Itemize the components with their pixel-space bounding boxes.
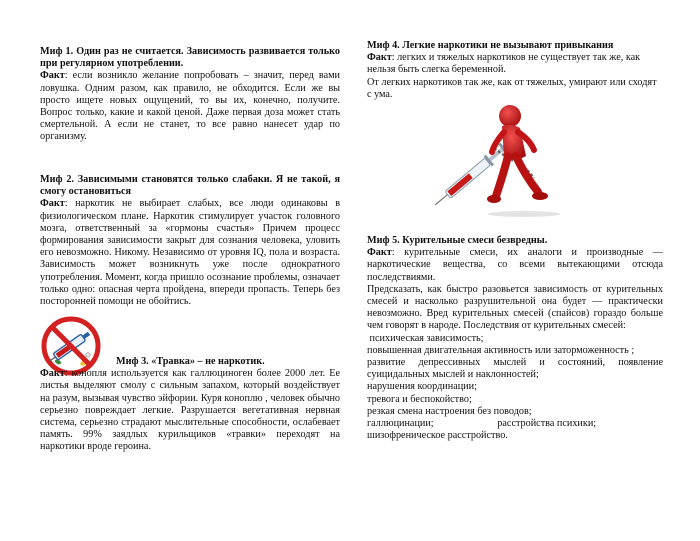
fact-label: Факт (367, 52, 392, 64)
myth-4-fact-text: : легких и тяжелых наркотиков не существует так же, как нельзя быть слегка беременной. (367, 52, 641, 76)
myth-2-fact-text: : наркотик не выбирает слабых, все люди одинаковы в физиологическом плане. Наркотик стимулирует участок головного мозга, ответственный за «гормоны счастья» Причем процесс формирования зависимости закрыт для сознания человека, уловить его невозможно. Никому. Независимо от уровня IQ, пола и возраста. Зависимость может возникнуть уже после однократного употребления. Момент, когда пришло осознание проблемы, означает только одно: опасная черта пройдена, впереди пропасть. Теперь без посторонней помощи не обойтись. (40, 198, 340, 308)
myth-2 (40, 174, 340, 308)
list-item: галлюцинации; расстройства психики; (367, 418, 597, 430)
myth-4-title: Миф 4. Легкие наркотики не вызывают привыкания (367, 40, 614, 51)
myth-1-fact-text: : если возникло желание попробовать – значит, перед вами ловушка. Одним разом, как правило, не обходится. Если же вы просто ищете новых ощущений, то вы их, конечно, получите. Вопрос только, какие и какой ценой. Даже первая доза может стать смертельной. А если не станет, то все равно нанесет удар по организму. (40, 70, 340, 143)
myth-5-fact (367, 247, 663, 284)
fact-label: Факт (367, 247, 392, 259)
myth-3-title: Миф 3. «Травка» – не наркотик. (116, 356, 265, 367)
myth-2-fact (40, 198, 340, 308)
myth-5 (367, 235, 663, 442)
myth-4-fact (367, 52, 663, 76)
myth-5-title: Миф 5. Курительные смеси безвредны. (367, 235, 548, 246)
myth-3 (40, 356, 340, 454)
myth-1-title: Миф 1. Один раз не считается. Зависимость развивается только при регулярном употреблении. (40, 46, 340, 70)
myth-5-fact-text: : курительные смеси, их аналоги и производные — наркотические вещества, со всеми вытекающими отсюда последствиями. (367, 247, 663, 283)
myth-3-fact-text: : конопля используется как галлюциноген более 2000 лет. Ее листья выделяют смолу с сильным запахом, который воздействует на разум, вызывая чувство эйфории. Куря коноплю , человек обычно серьезно повреждает легкие. Разрушается вегетативная нервная система, серьезно страдают мыслительные способности, ослабевает память. 99% заядлых курильщиков «травки» переходят на наркотики вроде героина. (40, 368, 340, 453)
consequences-list (367, 333, 663, 443)
myth-1-fact (40, 70, 340, 143)
list-item: нарушения координации; (367, 381, 477, 393)
myth-1 (40, 46, 340, 144)
fact-label: Факт (40, 368, 65, 380)
myth-3-fact (40, 368, 340, 453)
myth-5-paragraph: Предсказать, как быстро разовьется зависимость от курительных смесей и насколько разрушительной она будет — практически невозможно. Вред курительных смесей (спайсов) гораздо больше чем говорят в народе. Последствия от курительных смесей: (367, 283, 663, 332)
list-item: тревога и беспокойство; (367, 393, 472, 405)
chained-figure-syringe-illustration (432, 96, 582, 220)
list-item: резкая смена настроения без поводов; (367, 405, 532, 417)
list-item: повышенная двигательная активность или заторможенность ; (367, 344, 635, 356)
myth-4-extra: От легких наркотиков так же, как от тяжелых, умирают или сходят с ума. (367, 76, 657, 100)
list-item: развитие депрессивных мыслей и состояний, появление суицидальных мыслей и наклонностей; (367, 357, 663, 381)
list-item: психическая зависимость; (367, 332, 484, 344)
list-item: шизофреническое расстройство. (367, 430, 508, 442)
myth-4 (367, 40, 663, 101)
myth-2-title: Миф 2. Зависимыми становятся только слабаки. Я не такой, я смогу остановиться (40, 174, 340, 198)
fact-label: Факт (40, 198, 65, 210)
fact-label: Факт (40, 70, 65, 82)
